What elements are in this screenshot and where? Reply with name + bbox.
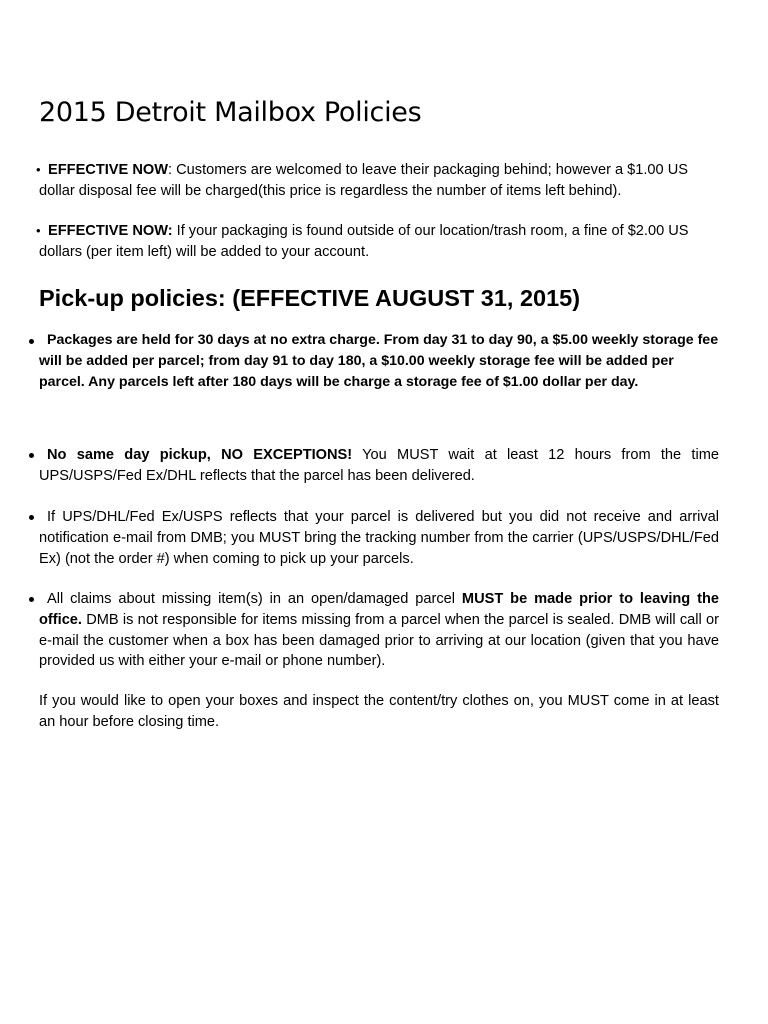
notice-label: EFFECTIVE NOW — [48, 162, 168, 178]
pickup-item-missing-claims — [39, 589, 719, 672]
notice-packaging-fine — [39, 221, 719, 263]
notice-label: EFFECTIVE NOW: — [48, 223, 173, 239]
pickup-item-no-same-day — [39, 445, 719, 487]
pickup-item-storage-fees: Packages are held for 30 days at no extra charge. From day 31 to day 90, a $5.00 weekly storage fee will be added per parcel; from day 91 to day 180, a $10.00 weekly storage fee will be added per parcel. Any parcels left after 180 days will be charge a storage fee of $1.00 dollar per day. — [39, 332, 719, 390]
notice-text: Customers are welcomed to leave their packaging behind; however a $1.00 US dollar disposal fee will be charged(this price is regardless the number of items left behind). — [39, 162, 688, 199]
pickup-item-tracking-number: If UPS/DHL/Fed Ex/USPS reflects that your parcel is delivered but you did not receive and arrival notification e-mail from DMB; you MUST bring the tracking number from the carrier (UPS/USPS/DHL/Fed Ex) (not the order #) when coming to pick up your parcels. — [39, 509, 719, 567]
notice-bullet: • — [36, 223, 41, 238]
pickup-item-emphasis: No same day pickup, NO EXCEPTIONS! — [47, 447, 353, 463]
pickup-policies-heading: Pick-up policies: (EFFECTIVE AUGUST 31, 2015) — [39, 285, 581, 311]
closing-note: If you would like to open your boxes and inspect the content/try clothes on, you MUST come in at least an hour before closing time. — [39, 693, 719, 730]
pickup-item-text: You MUST wait at least 12 hours from the time UPS/USPS/Fed Ex/DHL reflects that the parcel has been delivered. — [39, 447, 719, 484]
notice-separator: : — [168, 162, 173, 178]
bullet-dot — [29, 339, 34, 344]
bullet-dot — [29, 515, 34, 520]
page-title: 2015 Detroit Mailbox Policies — [39, 97, 422, 128]
notice-disposal-fee — [39, 160, 719, 202]
bullet-dot — [29, 453, 34, 458]
pickup-item-emphasis: MUST be made prior to leaving the office. — [39, 591, 719, 628]
bullet-dot — [29, 597, 34, 602]
pickup-item-text: DMB is not responsible for items missing from a parcel when the parcel is sealed. DMB will call or e-mail the customer when a box has been damaged prior to arriving at our location (given that you have provided us with either your e-mail or phone number). — [39, 611, 719, 670]
pickup-item-text: All claims about missing item(s) in an open/damaged parcel — [47, 591, 462, 607]
notice-bullet: • — [36, 162, 41, 177]
notice-text: If your packaging is found outside of our location/trash room, a fine of $2.00 US dollars (per item left) will be added to your account. — [39, 223, 689, 260]
